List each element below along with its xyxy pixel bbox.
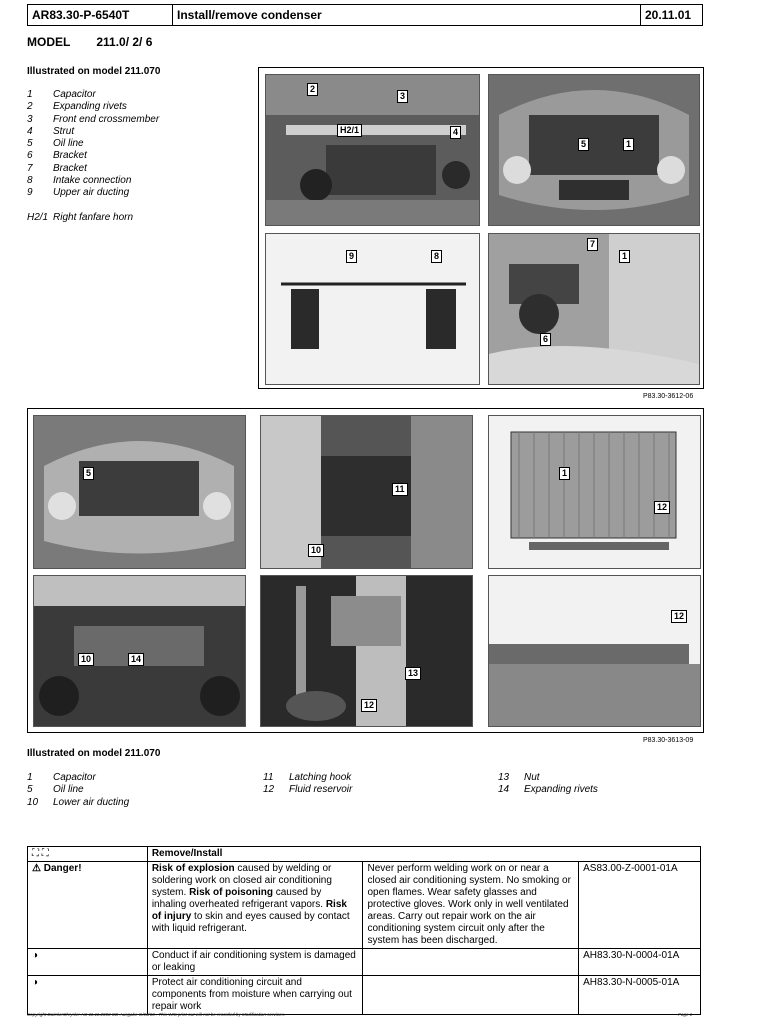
footer-page: Page 1 <box>678 1012 693 1017</box>
model-value: 211.0/ 2/ 6 <box>96 35 153 49</box>
callout-1b: 1 <box>619 250 630 263</box>
legend-item <box>27 163 159 175</box>
legend-number: 10 <box>27 796 39 808</box>
callout-11: 11 <box>392 483 408 496</box>
legend-number: 5 <box>27 784 33 796</box>
legend-number: H2/1 <box>27 211 49 223</box>
callout-13: 13 <box>405 667 421 680</box>
danger-text-2: caused by inhaling overheated refrigerant vapors. <box>151 887 326 910</box>
legend-text: Strut <box>53 125 75 137</box>
procedure-table <box>27 846 701 1015</box>
legend-text: Capacitor <box>53 772 96 783</box>
legend-text: Oil line <box>53 784 84 796</box>
danger-measure: Never perform welding work on or near a closed air conditioning system. No smoking or open flames. Wear safety glasses and protective gloves. Work only in well ventilated areas. Carry out repair work on the air conditioning system circuit only after the system has been discharged. <box>363 862 579 949</box>
legend-gap <box>27 200 159 212</box>
callout-h2-1: H2/1 <box>337 124 362 137</box>
table-header-row <box>28 847 701 862</box>
header-icons: ⛶ ⛶ <box>28 847 148 862</box>
legend-text: Capacitor <box>53 89 96 100</box>
danger-cell <box>28 862 148 949</box>
callout-1c: 1 <box>559 467 570 480</box>
callout-7: 7 <box>587 238 598 251</box>
row3-empty <box>363 976 579 1015</box>
legend-text: Right fanfare horn <box>53 211 134 223</box>
danger-ref: AS83.00-Z-0001-01A <box>579 862 701 949</box>
legend-item <box>27 187 159 199</box>
callout-12b: 12 <box>361 699 377 712</box>
row2-ref: AH83.30-N-0004-01A <box>579 949 701 976</box>
photo-condenser <box>488 415 701 569</box>
legend-text: Oil line <box>53 138 84 150</box>
legend-number: 4 <box>27 125 33 137</box>
legend-number: 8 <box>27 175 33 187</box>
figure1-box <box>258 67 704 389</box>
photo-front-crossmember <box>265 74 480 226</box>
callout-14: 14 <box>128 653 144 666</box>
danger-bold-3: Risk of injury <box>151 899 347 922</box>
callout-8: 8 <box>431 250 442 263</box>
legend-item <box>27 114 159 126</box>
legend-text: Front end crossmember <box>53 113 160 125</box>
legend-item <box>263 784 352 796</box>
danger-text-1: caused by welding or soldering work on closed air conditioning system. <box>151 863 332 898</box>
figure2-legend-col1 <box>27 772 129 809</box>
legend-number: 3 <box>27 113 33 125</box>
figure2-legend-col2 <box>263 772 352 797</box>
callout-2: 2 <box>307 83 318 96</box>
legend-item <box>27 150 159 162</box>
legend-number: 13 <box>498 772 510 783</box>
photo-car-front <box>488 74 700 226</box>
legend-number: 9 <box>27 187 33 199</box>
callout-5b: 5 <box>83 467 94 480</box>
figure2-caption: Illustrated on model 211.070 <box>27 748 161 759</box>
legend-text: Fluid reservoir <box>289 784 353 796</box>
legend-item <box>498 784 598 796</box>
figure1-ref: P83.30-3612-06 <box>643 393 694 400</box>
legend-item <box>27 101 159 113</box>
callout-9: 9 <box>346 250 357 263</box>
legend-text: Nut <box>524 772 540 783</box>
legend-number: 6 <box>27 150 33 162</box>
figure1-caption: Illustrated on model 211.070 <box>27 66 161 77</box>
model-line <box>27 35 152 49</box>
photo-condenser-bottom <box>488 575 701 727</box>
model-label: MODEL <box>27 35 71 49</box>
legend-text: Intake connection <box>53 175 132 187</box>
doc-date: 20.11.01 <box>645 8 692 22</box>
legend-item <box>27 784 129 796</box>
row2-empty <box>363 949 579 976</box>
note-icon: ◑ <box>28 976 148 1015</box>
callout-3: 3 <box>397 90 408 103</box>
danger-label: Danger! <box>43 863 82 874</box>
note-icon: ◑ <box>28 949 148 976</box>
legend-number: 7 <box>27 162 33 174</box>
legend-number: 11 <box>263 772 274 783</box>
legend-item <box>498 772 598 784</box>
callout-12c: 12 <box>671 610 687 623</box>
doc-id: AR83.30-P-6540T <box>28 5 173 25</box>
figure1-legend <box>27 89 159 224</box>
legend-item <box>27 772 129 784</box>
figure2-ref: P83.30-3613-09 <box>643 737 694 744</box>
photo-car-front-2 <box>33 415 246 569</box>
doc-header <box>27 4 703 26</box>
legend-text: Bracket <box>53 162 87 174</box>
legend-item <box>27 126 159 138</box>
legend-text: Latching hook <box>289 772 352 783</box>
legend-number: 12 <box>263 784 275 796</box>
warning-icon: ⚠ <box>32 863 41 874</box>
legend-text: Bracket <box>53 150 87 162</box>
footer-copyright: Copyright DaimlerChrysler AG 11.11.2003 CD-Ausgabe G/03/03 . This WIS print-out will not be recorded by Modification services. <box>27 1012 286 1017</box>
danger-text-3: to skin and eyes caused by contact with liquid refrigerant. <box>151 911 350 934</box>
danger-text <box>147 862 363 949</box>
legend-item <box>27 175 159 187</box>
photo-underbody <box>33 575 246 727</box>
header-label: Remove/Install <box>147 847 700 862</box>
legend-text: Expanding rivets <box>53 101 127 113</box>
legend-item <box>27 212 159 224</box>
figure2-legend-col3 <box>498 772 598 797</box>
danger-bold-2: Risk of poisoning <box>189 887 273 898</box>
legend-number: 2 <box>27 101 33 113</box>
callout-12: 12 <box>654 501 670 514</box>
danger-bold-1: Risk of explosion <box>151 863 235 874</box>
legend-item <box>27 797 129 809</box>
legend-item <box>27 89 159 101</box>
row3-text: Protect air conditioning circuit and components from moisture when carrying out repair work <box>147 976 363 1015</box>
callout-10b: 10 <box>78 653 94 666</box>
row3-ref: AH83.30-N-0005-01A <box>579 976 701 1015</box>
legend-number: 14 <box>498 784 510 796</box>
legend-item <box>27 138 159 150</box>
callout-6: 6 <box>540 333 551 346</box>
table-row-3 <box>28 976 701 1015</box>
legend-number: 5 <box>27 138 33 150</box>
legend-number: 1 <box>27 772 33 783</box>
row2-text: Conduct if air conditioning system is damaged or leaking <box>147 949 363 976</box>
legend-text: Expanding rivets <box>524 784 598 796</box>
legend-text: Upper air ducting <box>53 187 130 199</box>
callout-4: 4 <box>450 126 461 139</box>
callout-10: 10 <box>308 544 324 557</box>
table-row-2 <box>28 949 701 976</box>
callout-1: 1 <box>623 138 634 151</box>
callout-5: 5 <box>578 138 589 151</box>
photo-air-ducting <box>265 233 480 385</box>
legend-text: Lower air ducting <box>53 796 130 808</box>
legend-number: 1 <box>27 89 33 100</box>
doc-title: Install/remove condenser <box>173 5 641 25</box>
figure2-box <box>27 408 704 733</box>
table-row-danger <box>28 862 701 949</box>
photo-fluid-reservoir <box>260 415 473 569</box>
legend-item <box>263 772 352 784</box>
photo-bracket-detail <box>488 233 700 385</box>
